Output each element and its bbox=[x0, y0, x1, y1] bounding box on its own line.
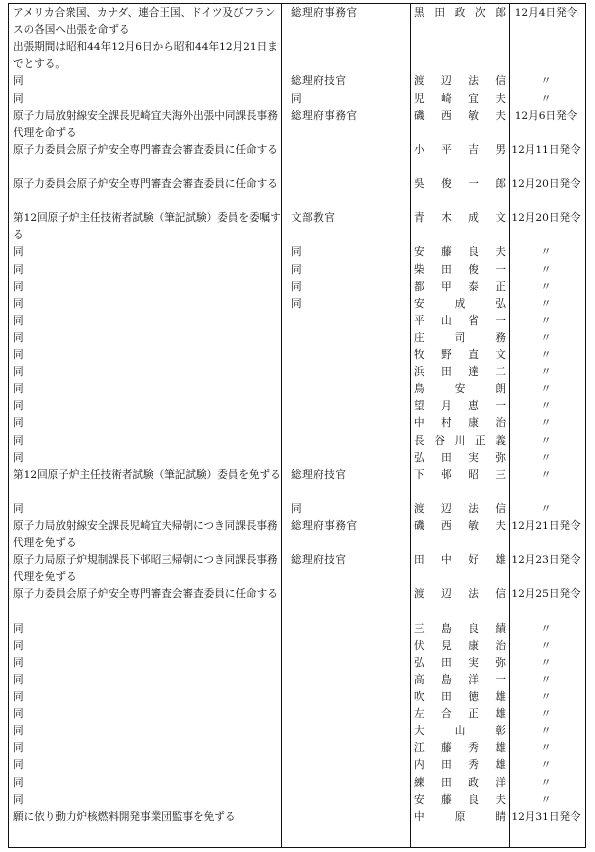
table-row bbox=[9, 398, 585, 415]
table-row bbox=[9, 740, 585, 757]
appointment-item: 同 bbox=[13, 708, 24, 721]
person-name: 鳥 安 朗 bbox=[414, 383, 506, 396]
issue-date: 〃 bbox=[540, 502, 552, 515]
issue-date: 12月4日発令 bbox=[514, 7, 578, 19]
table-row bbox=[9, 381, 585, 398]
table-row bbox=[9, 672, 585, 689]
table-row bbox=[9, 775, 585, 792]
table-row bbox=[9, 450, 585, 467]
person-name: 中 村 康 治 bbox=[414, 417, 506, 430]
issue-date: 12月23日発令 bbox=[511, 554, 581, 567]
issue-date: 12月31日発令 bbox=[511, 810, 581, 823]
official-post: 文部教官 bbox=[291, 212, 336, 225]
issue-date: 〃 bbox=[540, 331, 552, 344]
table-row bbox=[9, 279, 585, 296]
person-name: 練 田 政 洋 bbox=[414, 776, 506, 789]
issue-date: 〃 bbox=[540, 246, 552, 259]
issue-date: 〃 bbox=[540, 708, 552, 721]
person-name: 下 邨 昭 三 bbox=[414, 468, 506, 481]
issue-date: 〃 bbox=[540, 314, 552, 327]
official-post: 同 bbox=[291, 297, 303, 310]
official-post: 同 bbox=[291, 246, 303, 259]
issue-date: 12月25日発令 bbox=[511, 588, 581, 601]
appointment-item: 同 bbox=[13, 246, 24, 259]
table-row bbox=[9, 586, 585, 620]
appointment-item: 同 bbox=[13, 725, 24, 738]
appointment-item: 同 bbox=[13, 451, 24, 464]
table-row bbox=[9, 364, 585, 381]
appointment-item: 原子力局原子炉規制課長下邨昭三帰朝につき同課長事務代理を免ずる bbox=[13, 554, 278, 584]
appointment-item: 同 bbox=[13, 793, 24, 806]
issue-date: 12月21日発令 bbox=[511, 520, 581, 532]
issue-date: 〃 bbox=[540, 383, 552, 396]
appointment-item: 原子力局放射線安全課長児崎宜夫帰朝につき同課長事務代理を免ずる bbox=[13, 520, 278, 550]
appointment-item: 第12回原子炉主任技術者試験（筆記試験）委員を委嘱する bbox=[13, 212, 281, 242]
appointment-item: 同 bbox=[13, 742, 24, 755]
official-post: 総理府事務官 bbox=[291, 520, 358, 532]
issue-date: 〃 bbox=[540, 434, 552, 447]
appointment-item: 出張期間は昭和44年12月6日から昭和44年12月21日までとする。 bbox=[13, 41, 278, 71]
table-row bbox=[9, 552, 585, 586]
appointment-item: 同 bbox=[13, 349, 24, 361]
appointment-item: 原子力委員会原子炉安全専門審査会審査委員に任命する bbox=[13, 178, 278, 190]
appointment-item: 原子力委員会原子炉安全専門審査会審査委員に任命する bbox=[13, 143, 278, 156]
issue-date: 〃 bbox=[540, 468, 552, 481]
person-name: 浜 田 達 二 bbox=[414, 366, 506, 379]
appointment-item: 同 bbox=[13, 383, 24, 396]
appointment-item: 同 bbox=[13, 366, 24, 379]
official-post: 同 bbox=[291, 263, 303, 276]
table-row bbox=[9, 723, 585, 740]
person-name: 小 平 吉 男 bbox=[414, 143, 506, 156]
table-row bbox=[9, 176, 585, 210]
appointment-item: 同 bbox=[13, 314, 24, 327]
official-post: 総理府事務官 bbox=[291, 7, 358, 19]
table-row bbox=[9, 638, 585, 655]
person-name: 平 山 省 一 bbox=[414, 314, 506, 327]
appointment-item: 同 bbox=[13, 434, 24, 447]
person-name: 都 甲 泰 正 bbox=[414, 280, 506, 293]
issue-date: 12月20日発令 bbox=[511, 178, 581, 190]
table-row bbox=[9, 706, 585, 723]
issue-date: 〃 bbox=[540, 417, 552, 430]
issue-date: 〃 bbox=[540, 451, 552, 464]
issue-date: 〃 bbox=[540, 793, 552, 806]
person-name: 安 成 弘 bbox=[414, 297, 506, 310]
issue-date: 〃 bbox=[540, 639, 552, 652]
table-row bbox=[9, 313, 585, 330]
appointment-item: 同 bbox=[13, 400, 24, 413]
table-row bbox=[9, 655, 585, 672]
appointment-item: 同 bbox=[13, 75, 24, 88]
official-post: 総理府事務官 bbox=[291, 109, 358, 122]
person-name: 児 崎 宜 夫 bbox=[414, 92, 506, 105]
table-row bbox=[9, 621, 585, 638]
person-name: 柴 田 俊 一 bbox=[414, 263, 506, 276]
issue-date: 12月11日発令 bbox=[511, 143, 581, 156]
person-name: 高 島 洋 一 bbox=[414, 673, 506, 686]
appointment-item: 同 bbox=[13, 759, 24, 772]
issue-date: 〃 bbox=[540, 673, 552, 686]
table-row bbox=[9, 108, 585, 142]
issue-date: 12月20日発令 bbox=[511, 212, 581, 225]
issue-date: 〃 bbox=[540, 742, 552, 755]
person-name: 望 月 恵 一 bbox=[414, 400, 506, 413]
table-row bbox=[9, 296, 585, 313]
official-post: 総理府技官 bbox=[291, 554, 347, 567]
appointment-table bbox=[8, 3, 586, 848]
person-name: 弘 田 実 弥 bbox=[414, 451, 506, 464]
person-name: 渡 辺 法 信 bbox=[414, 75, 506, 88]
official-post: 同 bbox=[291, 92, 303, 105]
table-row bbox=[9, 210, 585, 244]
table-row bbox=[9, 757, 585, 774]
person-name: 牧 野 直 文 bbox=[414, 349, 506, 361]
table-row bbox=[9, 809, 585, 826]
appointment-item: 第12回原子炉主任技術者試験（筆記試験）委員を免ずる bbox=[13, 468, 281, 481]
appointment-item: 同 bbox=[13, 776, 24, 789]
appointment-item: 同 bbox=[13, 263, 24, 276]
table-row bbox=[9, 689, 585, 706]
person-name: 伏 見 康 治 bbox=[414, 639, 506, 652]
appointment-item: 同 bbox=[13, 622, 24, 635]
person-name: 青 木 成 文 bbox=[414, 212, 506, 225]
issue-date: 〃 bbox=[540, 759, 552, 772]
issue-date: 〃 bbox=[540, 656, 552, 669]
table-row bbox=[9, 518, 585, 552]
issue-date: 〃 bbox=[540, 725, 552, 738]
official-post: 同 bbox=[291, 502, 303, 515]
issue-date: 〃 bbox=[540, 92, 552, 105]
official-post: 総理府技官 bbox=[291, 468, 347, 481]
table-row bbox=[9, 792, 585, 809]
appointment-item: 原子力局放射線安全課長児崎宜夫海外出張中同課長事務代理を命ずる bbox=[13, 109, 278, 139]
table-row bbox=[9, 415, 585, 432]
person-name: 大 山 彰 bbox=[414, 725, 506, 738]
issue-date: 〃 bbox=[540, 349, 552, 361]
table-row bbox=[9, 467, 585, 501]
issue-date: 〃 bbox=[540, 297, 552, 310]
appointment-item: 願に依り動力炉核燃料開発事業団監事を免ずる bbox=[13, 810, 236, 823]
person-name: 磯 西 敏 夫 bbox=[414, 109, 506, 122]
issue-date: 〃 bbox=[540, 691, 552, 703]
appointment-item: 同 bbox=[13, 297, 24, 310]
issue-date: 〃 bbox=[540, 366, 552, 379]
issue-date: 〃 bbox=[540, 280, 552, 293]
table-row bbox=[9, 91, 585, 108]
appointment-item: 同 bbox=[13, 691, 24, 703]
person-name: 左 合 正 雄 bbox=[414, 708, 506, 721]
table-row bbox=[9, 501, 585, 518]
appointment-item: 同 bbox=[13, 280, 24, 293]
table-row bbox=[9, 433, 585, 450]
table-row bbox=[9, 142, 585, 176]
person-name: 長 谷 川 正 義 bbox=[414, 434, 506, 447]
appointment-item: 同 bbox=[13, 673, 24, 686]
table-row bbox=[9, 347, 585, 364]
table-row bbox=[9, 330, 585, 347]
person-name: 磯 西 敏 夫 bbox=[414, 520, 506, 532]
appointment-item: 同 bbox=[13, 417, 24, 430]
person-name: 中 原 睛 bbox=[414, 810, 506, 823]
issue-date: 12月6日発令 bbox=[514, 109, 578, 122]
appointment-item: アメリカ合衆国、カナダ、連合王国、ドイツ及びフランスの各国へ出張を命ずる bbox=[13, 7, 276, 37]
person-name: 安 藤 良 夫 bbox=[414, 793, 506, 806]
person-name: 渡 辺 法 信 bbox=[414, 588, 506, 601]
person-name: 吹 田 徳 雄 bbox=[414, 691, 506, 703]
person-name: 田 中 好 雄 bbox=[414, 554, 506, 567]
person-name: 三 島 良 績 bbox=[414, 622, 506, 635]
person-name: 安 藤 良 夫 bbox=[414, 246, 506, 259]
person-name: 黒 田 政 次 郎 bbox=[414, 7, 506, 19]
appointment-item: 同 bbox=[13, 92, 24, 105]
issue-date: 〃 bbox=[540, 400, 552, 413]
table-row bbox=[9, 5, 585, 39]
appointment-item: 同 bbox=[13, 656, 24, 669]
person-name: 江 藤 秀 雄 bbox=[414, 742, 506, 755]
appointment-item: 同 bbox=[13, 331, 24, 344]
issue-date: 〃 bbox=[540, 263, 552, 276]
table-row bbox=[9, 39, 585, 73]
issue-date: 〃 bbox=[540, 776, 552, 789]
issue-date: 〃 bbox=[540, 75, 552, 88]
table-row bbox=[9, 73, 585, 90]
table-row bbox=[9, 244, 585, 261]
person-name: 弘 田 実 弥 bbox=[414, 656, 506, 669]
issue-date: 〃 bbox=[540, 622, 552, 635]
table-row bbox=[9, 262, 585, 279]
person-name: 渡 辺 法 信 bbox=[414, 502, 506, 515]
official-post: 同 bbox=[291, 280, 303, 293]
person-name: 内 田 秀 雄 bbox=[414, 759, 506, 772]
person-name: 吳 俊 一 郎 bbox=[414, 178, 506, 190]
appointment-item: 同 bbox=[13, 502, 24, 515]
official-post: 総理府技官 bbox=[291, 75, 347, 88]
person-name: 庄 司 務 bbox=[414, 331, 506, 344]
appointment-item: 同 bbox=[13, 639, 24, 652]
appointment-item: 原子力委員会原子炉安全専門審査会審査委員に任命する bbox=[13, 588, 278, 601]
